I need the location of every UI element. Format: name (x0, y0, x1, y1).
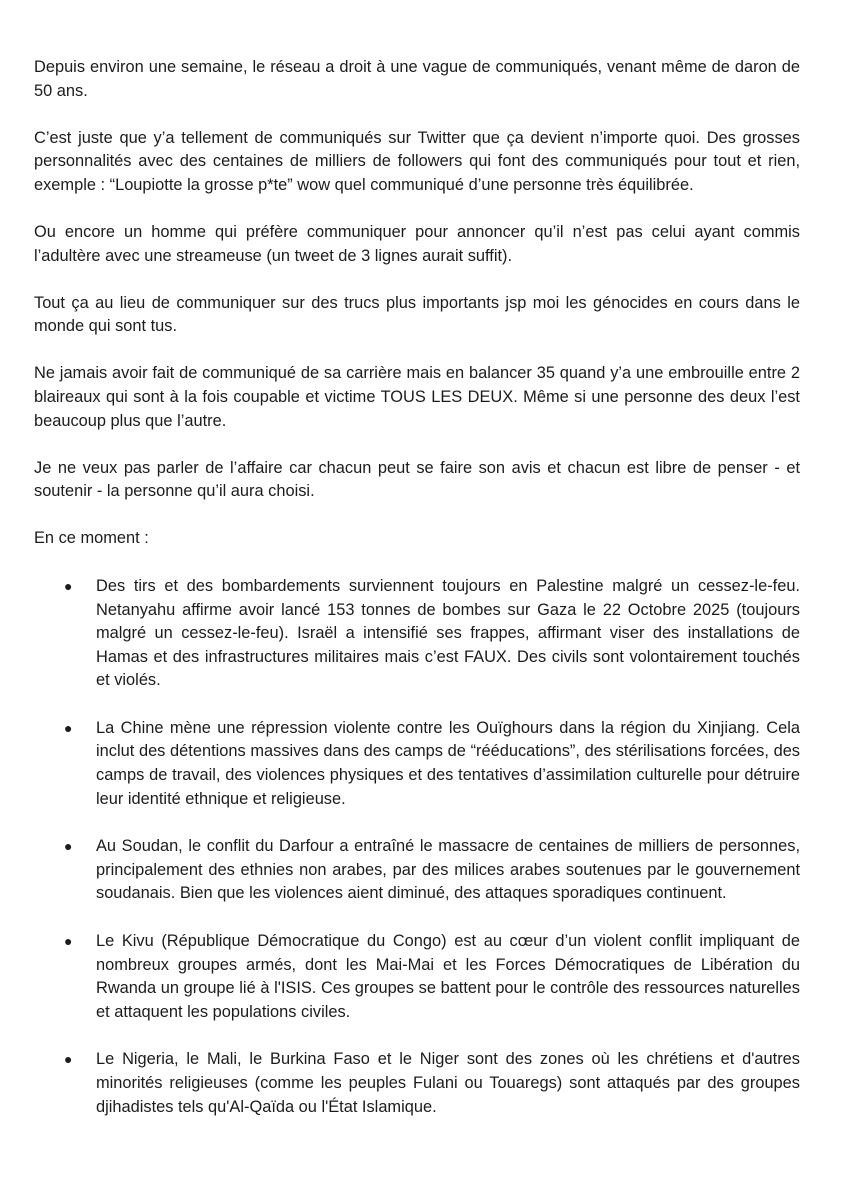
list-item-text: Le Nigeria, le Mali, le Burkina Faso et le Niger sont des zones où les chrétiens et d'autres minorités religieuses (comme les peuples Fulani ou Touaregs) sont attaqués par des groupes djihadistes tels qu'Al-Qaïda ou l'État Islamique. (96, 1050, 800, 1116)
bullet-icon: ● (64, 838, 73, 855)
list-item (34, 1048, 800, 1119)
list-item-text: Le Kivu (République Démocratique du Congo) est au cœur d’un violent conflit impliquant de nombreux groupes armés, dont les Mai-Mai et les Forces Démocratiques de Libération du Rwanda un groupe lié à l'ISIS. Ces groupes se battent pour le contrôle des ressources naturelles et attaquent les populations civiles. (96, 932, 800, 1021)
document-page (34, 56, 800, 1143)
paragraph-twitter-communiques: C’est juste que y’a tellement de communiqués sur Twitter que ça devient n’importe quoi. Des grosses personnalités avec des centaines de milliers de followers qui font des communiqués pour tout et rien, exemple : “Loupiotte la grosse p*te” wow quel communiqué d’une personne très équilibrée. (34, 128, 800, 194)
paragraph-intro: Depuis environ une semaine, le réseau a droit à une vague de communiqués, venant même de daron de 50 ans. (34, 58, 800, 100)
paragraph-en-ce-moment: En ce moment : (34, 529, 149, 548)
bullet-list (34, 575, 800, 1119)
bullet-icon: ● (64, 577, 73, 594)
paragraph-affaire: Je ne veux pas parler de l’affaire car chacun peut se faire son avis et chacun est libre de penser - et soutenir - la personne qu’il aura choisi. (34, 458, 800, 501)
list-item-text: Des tirs et des bombardements surviennent toujours en Palestine malgré un cessez-le-feu. Netanyahu affirme avoir lancé 153 tonnes de bombes sur Gaza le 22 Octobre 2025 (toujours malgré un cessez-le-feu). Israël a intensifié ses frappes, affirmant viser des installations de Hamas et des infrastructures militaires mais c’est FAUX. Des civils sont volontairement touchés et violés. (96, 576, 800, 690)
list-item (34, 717, 800, 811)
paragraph-adultery: Ou encore un homme qui préfère communiquer pour annoncer qu’il n’est pas celui ayant commis l’adultère avec une streameuse (un tweet de 3 lignes aurait suffit). (34, 222, 800, 265)
list-item-text: La Chine mène une répression violente contre les Ouïghours dans la région du Xinjiang. Cela inclut des détentions massives dans des camps de “rééducations”, des stérilisations forcées, des camps de travail, des violences physiques et des tentatives d’assimilation culturelle pour détruire leur identité ethnique et religieuse. (96, 718, 800, 808)
bullet-icon: ● (64, 719, 73, 736)
list-item (34, 930, 800, 1024)
list-item (34, 575, 800, 693)
paragraph-embrouille: Ne jamais avoir fait de communiqué de sa carrière mais en balancer 35 quand y’a une embrouille entre 2 blaireaux qui sont à la fois coupable et victime TOUS LES DEUX. Même si une personne des deux l’est beaucoup plus que l’autre. (34, 364, 800, 430)
bullet-icon: ● (64, 1051, 73, 1068)
list-item-text: Au Soudan, le conflit du Darfour a entraîné le massacre de centaines de milliers de personnes, principalement des ethnies non arabes, par des milices arabes soutenues par le gouvernement soudanais. Bien que les violences aient diminué, des attaques sporadiques continuent. (96, 837, 800, 903)
bullet-icon: ● (64, 933, 73, 950)
list-item (34, 835, 800, 906)
paragraph-genocides: Tout ça au lieu de communiquer sur des trucs plus importants jsp moi les génocides en cours dans le monde qui sont tus. (34, 293, 800, 336)
